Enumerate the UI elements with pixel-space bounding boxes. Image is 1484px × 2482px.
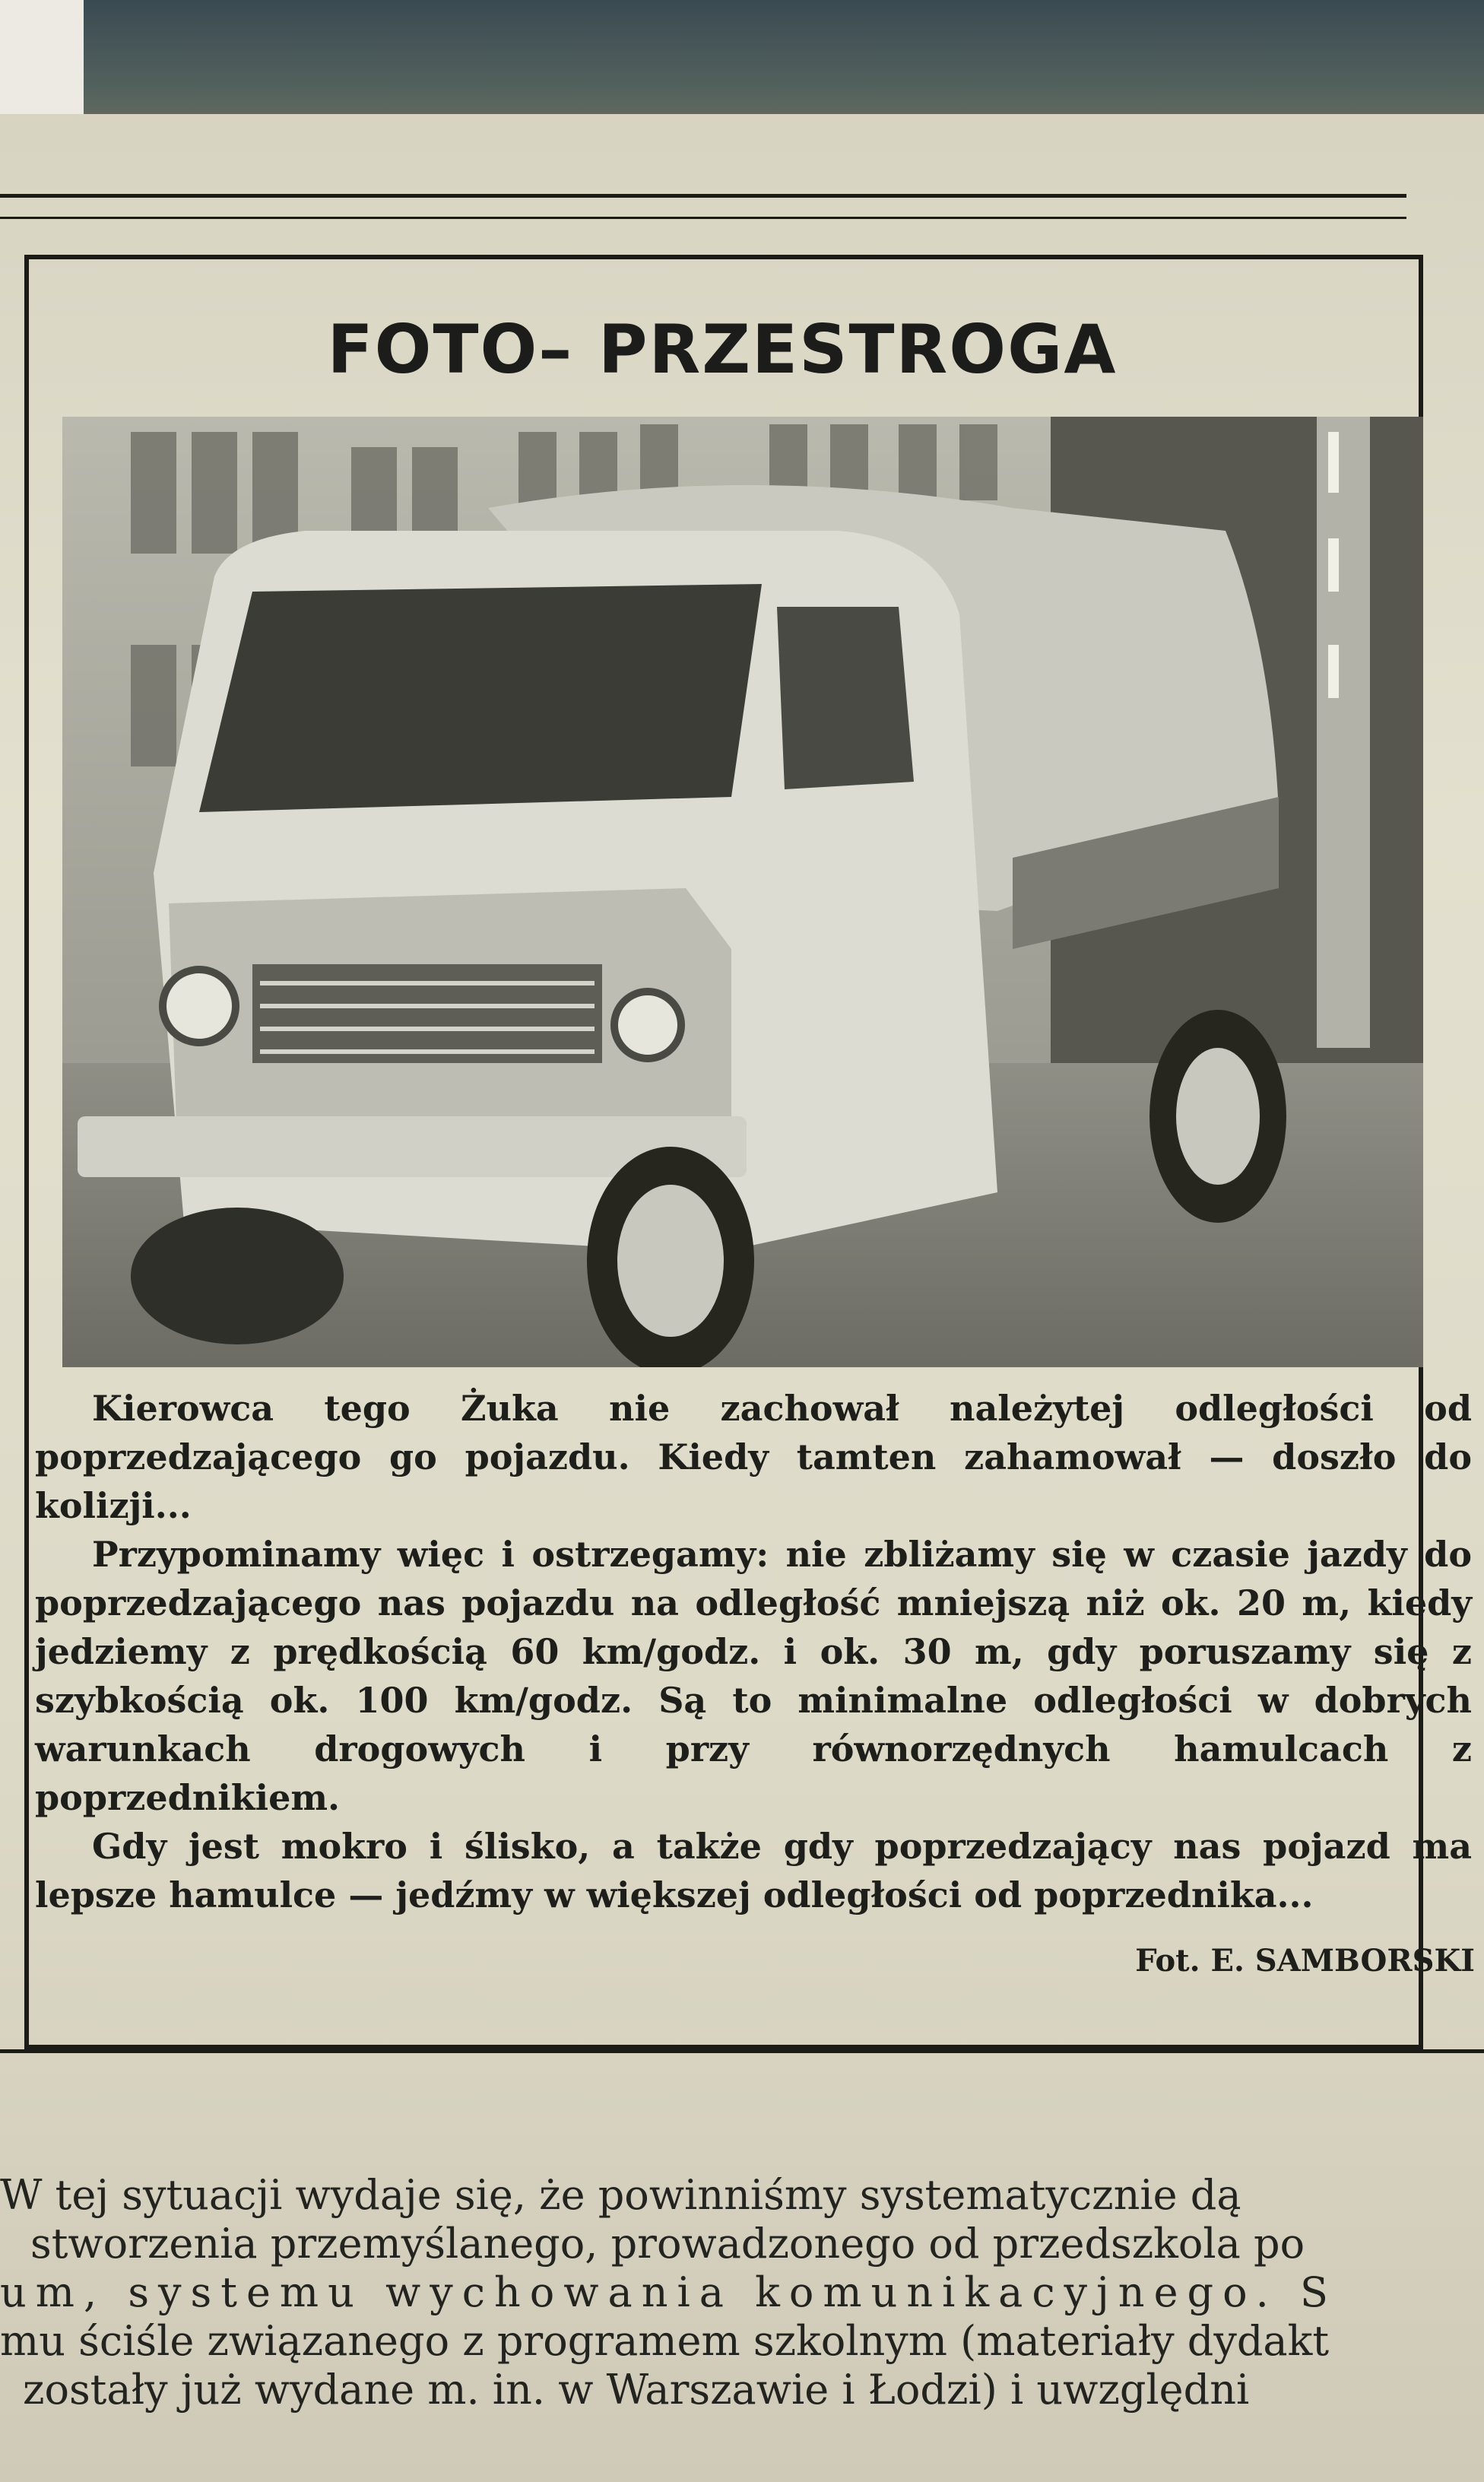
photo-credit: Fot. E. SAMBORSKI [1135,1943,1475,1979]
caption-paragraph-2: Przypominamy więc i ostrzegamy: nie zbliżamy się w czasie jazdy do poprzedzającego nas pojazdu na odległość mniejszą niż ok. 20 m, kiedy jedziemy z prędkością 60 km/godz. i ok. 30 m, gdy poruszamy się z szybkością ok. 100 km/godz. Są to minimalne odległości w dobrych warunkach drogowych i przy równorzędnych hamulcach z poprzednikiem. [35,1534,1472,1818]
truck-photo [62,417,1423,1367]
next-article-line: stworzenia przemyślanego, prowadzonego od przedszkola po [30,2220,1305,2268]
next-article-line: um, systemu wychowania komunikacyjnego. S [0,2268,1337,2316]
top-rule-thin [0,217,1406,219]
caption-paragraph-3: Gdy jest mokro i ślisko, a także gdy poprzedzający nas pojazd ma lepsze hamulce — jedźmy w większej odległości od poprzednika... [35,1826,1472,1915]
top-rule [0,194,1406,198]
article-caption [35,1384,1472,1919]
next-article-line: mu ściśle związanego z programem szkolnym (materiały dydakt [0,2317,1330,2365]
caption-paragraph-1: Kierowca tego Żuka nie zachował należytej odległości od poprzedzającego go pojazdu. Kiedy tamten zahamował — doszło do kolizji... [35,1388,1472,1526]
truck-photo-icon [62,417,1423,1367]
article-headline: FOTO– PRZESTROGA [327,310,1118,389]
next-article-text [0,2171,1484,2414]
background-paper-corner [0,0,84,133]
bottom-rule [0,2049,1484,2053]
next-article-line: zostały już wydane m. in. w Warszawie i Łodzi) i uwzględni [23,2366,1250,2414]
next-article-line: W tej sytuacji wydaje się, że powinniśmy systematycznie dą [0,2171,1241,2219]
